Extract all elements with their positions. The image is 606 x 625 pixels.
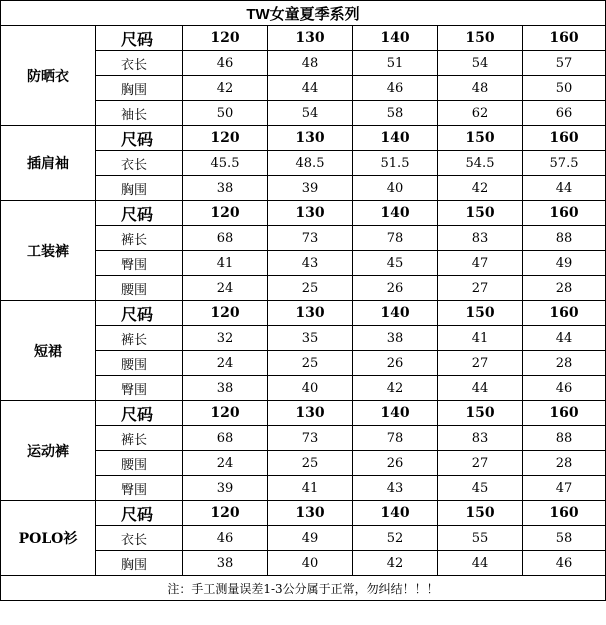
size-header-cell: 130 — [268, 126, 353, 151]
product-name-cell: 运动裤 — [1, 401, 96, 501]
measurement-value: 39 — [183, 476, 268, 501]
measurement-note: 注：手工测量误差1-3公分属于正常，勿纠结！！！ — [1, 576, 606, 601]
size-header-cell: 160 — [523, 26, 606, 51]
size-header-label: 尺码 — [96, 401, 183, 426]
product-name-cell: 防晒衣 — [1, 26, 96, 126]
size-header-cell: 130 — [268, 26, 353, 51]
size-header-cell: 140 — [353, 201, 438, 226]
measurement-value: 43 — [268, 251, 353, 276]
size-header-cell: 150 — [438, 301, 523, 326]
measurement-value: 24 — [183, 451, 268, 476]
measurement-value: 41 — [438, 326, 523, 351]
measurement-value: 54 — [438, 51, 523, 76]
measurement-label: 裤长 — [96, 226, 183, 251]
size-header-cell: 160 — [523, 301, 606, 326]
measurement-value: 25 — [268, 351, 353, 376]
size-header-label: 尺码 — [96, 501, 183, 526]
measurement-value: 28 — [523, 276, 606, 301]
measurement-value: 48 — [268, 51, 353, 76]
size-header-cell: 130 — [268, 201, 353, 226]
measurement-value: 38 — [183, 376, 268, 401]
measurement-value: 78 — [353, 426, 438, 451]
group-header-row — [1, 126, 606, 151]
measurement-value: 48.5 — [268, 151, 353, 176]
product-name-cell: POLO衫 — [1, 501, 96, 576]
measurement-value: 42 — [353, 376, 438, 401]
measurement-value: 27 — [438, 451, 523, 476]
size-header-cell: 140 — [353, 501, 438, 526]
size-header-cell: 160 — [523, 501, 606, 526]
measurement-label: 衣长 — [96, 526, 183, 551]
size-header-cell: 150 — [438, 201, 523, 226]
measurement-value: 58 — [523, 526, 606, 551]
group-header-row — [1, 301, 606, 326]
measurement-value: 78 — [353, 226, 438, 251]
measurement-value: 26 — [353, 451, 438, 476]
measurement-label: 腰围 — [96, 451, 183, 476]
measurement-label: 臀围 — [96, 251, 183, 276]
measurement-value: 40 — [353, 176, 438, 201]
measurement-value: 46 — [353, 76, 438, 101]
measurement-value: 49 — [523, 251, 606, 276]
measurement-value: 25 — [268, 451, 353, 476]
measurement-value: 38 — [183, 176, 268, 201]
measurement-value: 44 — [268, 76, 353, 101]
measurement-value: 41 — [183, 251, 268, 276]
measurement-value: 62 — [438, 101, 523, 126]
measurement-value: 39 — [268, 176, 353, 201]
measurement-value: 51.5 — [353, 151, 438, 176]
measurement-value: 42 — [353, 551, 438, 576]
group-header-row — [1, 201, 606, 226]
size-header-cell: 150 — [438, 501, 523, 526]
size-header-cell: 160 — [523, 401, 606, 426]
size-header-cell: 140 — [353, 26, 438, 51]
measurement-value: 88 — [523, 226, 606, 251]
measurement-label: 裤长 — [96, 426, 183, 451]
measurement-value: 25 — [268, 276, 353, 301]
measurement-value: 40 — [268, 551, 353, 576]
table-title: TW女童夏季系列 — [1, 1, 606, 26]
group-header-row — [1, 401, 606, 426]
measurement-value: 42 — [183, 76, 268, 101]
measurement-value: 68 — [183, 226, 268, 251]
measurement-label: 胸围 — [96, 76, 183, 101]
measurement-value: 24 — [183, 351, 268, 376]
measurement-value: 47 — [523, 476, 606, 501]
measurement-value: 47 — [438, 251, 523, 276]
size-header-cell: 140 — [353, 301, 438, 326]
size-header-label: 尺码 — [96, 301, 183, 326]
size-header-label: 尺码 — [96, 26, 183, 51]
measurement-value: 44 — [523, 176, 606, 201]
measurement-value: 45 — [353, 251, 438, 276]
size-header-cell: 120 — [183, 26, 268, 51]
measurement-value: 43 — [353, 476, 438, 501]
measurement-value: 27 — [438, 351, 523, 376]
measurement-value: 46 — [183, 51, 268, 76]
group-header-row — [1, 26, 606, 51]
measurement-value: 83 — [438, 426, 523, 451]
measurement-label: 腰围 — [96, 351, 183, 376]
size-header-label: 尺码 — [96, 201, 183, 226]
measurement-value: 54.5 — [438, 151, 523, 176]
measurement-value: 28 — [523, 351, 606, 376]
size-header-cell: 140 — [353, 401, 438, 426]
size-header-cell: 120 — [183, 501, 268, 526]
product-name-cell: 工装裤 — [1, 201, 96, 301]
measurement-value: 46 — [183, 526, 268, 551]
measurement-value: 66 — [523, 101, 606, 126]
size-header-cell: 160 — [523, 126, 606, 151]
size-header-cell: 150 — [438, 26, 523, 51]
measurement-value: 45 — [438, 476, 523, 501]
measurement-label: 胸围 — [96, 551, 183, 576]
group-header-row — [1, 501, 606, 526]
size-header-cell: 150 — [438, 126, 523, 151]
title-row — [1, 1, 606, 26]
measurement-value: 35 — [268, 326, 353, 351]
measurement-label: 衣长 — [96, 151, 183, 176]
measurement-value: 38 — [353, 326, 438, 351]
size-header-cell: 120 — [183, 201, 268, 226]
size-header-cell: 130 — [268, 501, 353, 526]
measurement-value: 44 — [523, 326, 606, 351]
size-header-cell: 130 — [268, 301, 353, 326]
measurement-value: 57 — [523, 51, 606, 76]
measurement-value: 51 — [353, 51, 438, 76]
measurement-value: 32 — [183, 326, 268, 351]
measurement-value: 26 — [353, 276, 438, 301]
measurement-value: 44 — [438, 551, 523, 576]
note-row — [1, 576, 606, 601]
size-header-cell: 160 — [523, 201, 606, 226]
measurement-value: 42 — [438, 176, 523, 201]
measurement-value: 44 — [438, 376, 523, 401]
measurement-value: 73 — [268, 426, 353, 451]
size-header-cell: 130 — [268, 401, 353, 426]
measurement-value: 46 — [523, 376, 606, 401]
measurement-value: 55 — [438, 526, 523, 551]
measurement-value: 38 — [183, 551, 268, 576]
size-header-cell: 120 — [183, 301, 268, 326]
table-body — [1, 1, 606, 576]
size-header-cell: 140 — [353, 126, 438, 151]
measurement-label: 臀围 — [96, 476, 183, 501]
measurement-label: 裤长 — [96, 326, 183, 351]
size-header-cell: 120 — [183, 401, 268, 426]
measurement-value: 88 — [523, 426, 606, 451]
measurement-value: 49 — [268, 526, 353, 551]
measurement-value: 40 — [268, 376, 353, 401]
size-header-label: 尺码 — [96, 126, 183, 151]
measurement-value: 45.5 — [183, 151, 268, 176]
measurement-value: 46 — [523, 551, 606, 576]
measurement-value: 52 — [353, 526, 438, 551]
measurement-value: 27 — [438, 276, 523, 301]
table-footer — [1, 576, 606, 601]
measurement-value: 73 — [268, 226, 353, 251]
measurement-value: 54 — [268, 101, 353, 126]
size-header-cell: 120 — [183, 126, 268, 151]
measurement-value: 50 — [183, 101, 268, 126]
measurement-label: 衣长 — [96, 51, 183, 76]
measurement-label: 臀围 — [96, 376, 183, 401]
measurement-value: 24 — [183, 276, 268, 301]
product-name-cell: 短裙 — [1, 301, 96, 401]
measurement-value: 50 — [523, 76, 606, 101]
measurement-value: 41 — [268, 476, 353, 501]
product-name-cell: 插肩袖 — [1, 126, 96, 201]
measurement-label: 袖长 — [96, 101, 183, 126]
measurement-value: 58 — [353, 101, 438, 126]
measurement-value: 28 — [523, 451, 606, 476]
measurement-label: 腰围 — [96, 276, 183, 301]
measurement-value: 68 — [183, 426, 268, 451]
measurement-value: 26 — [353, 351, 438, 376]
measurement-label: 胸围 — [96, 176, 183, 201]
size-header-cell: 150 — [438, 401, 523, 426]
measurement-value: 48 — [438, 76, 523, 101]
measurement-value: 83 — [438, 226, 523, 251]
measurement-value: 57.5 — [523, 151, 606, 176]
